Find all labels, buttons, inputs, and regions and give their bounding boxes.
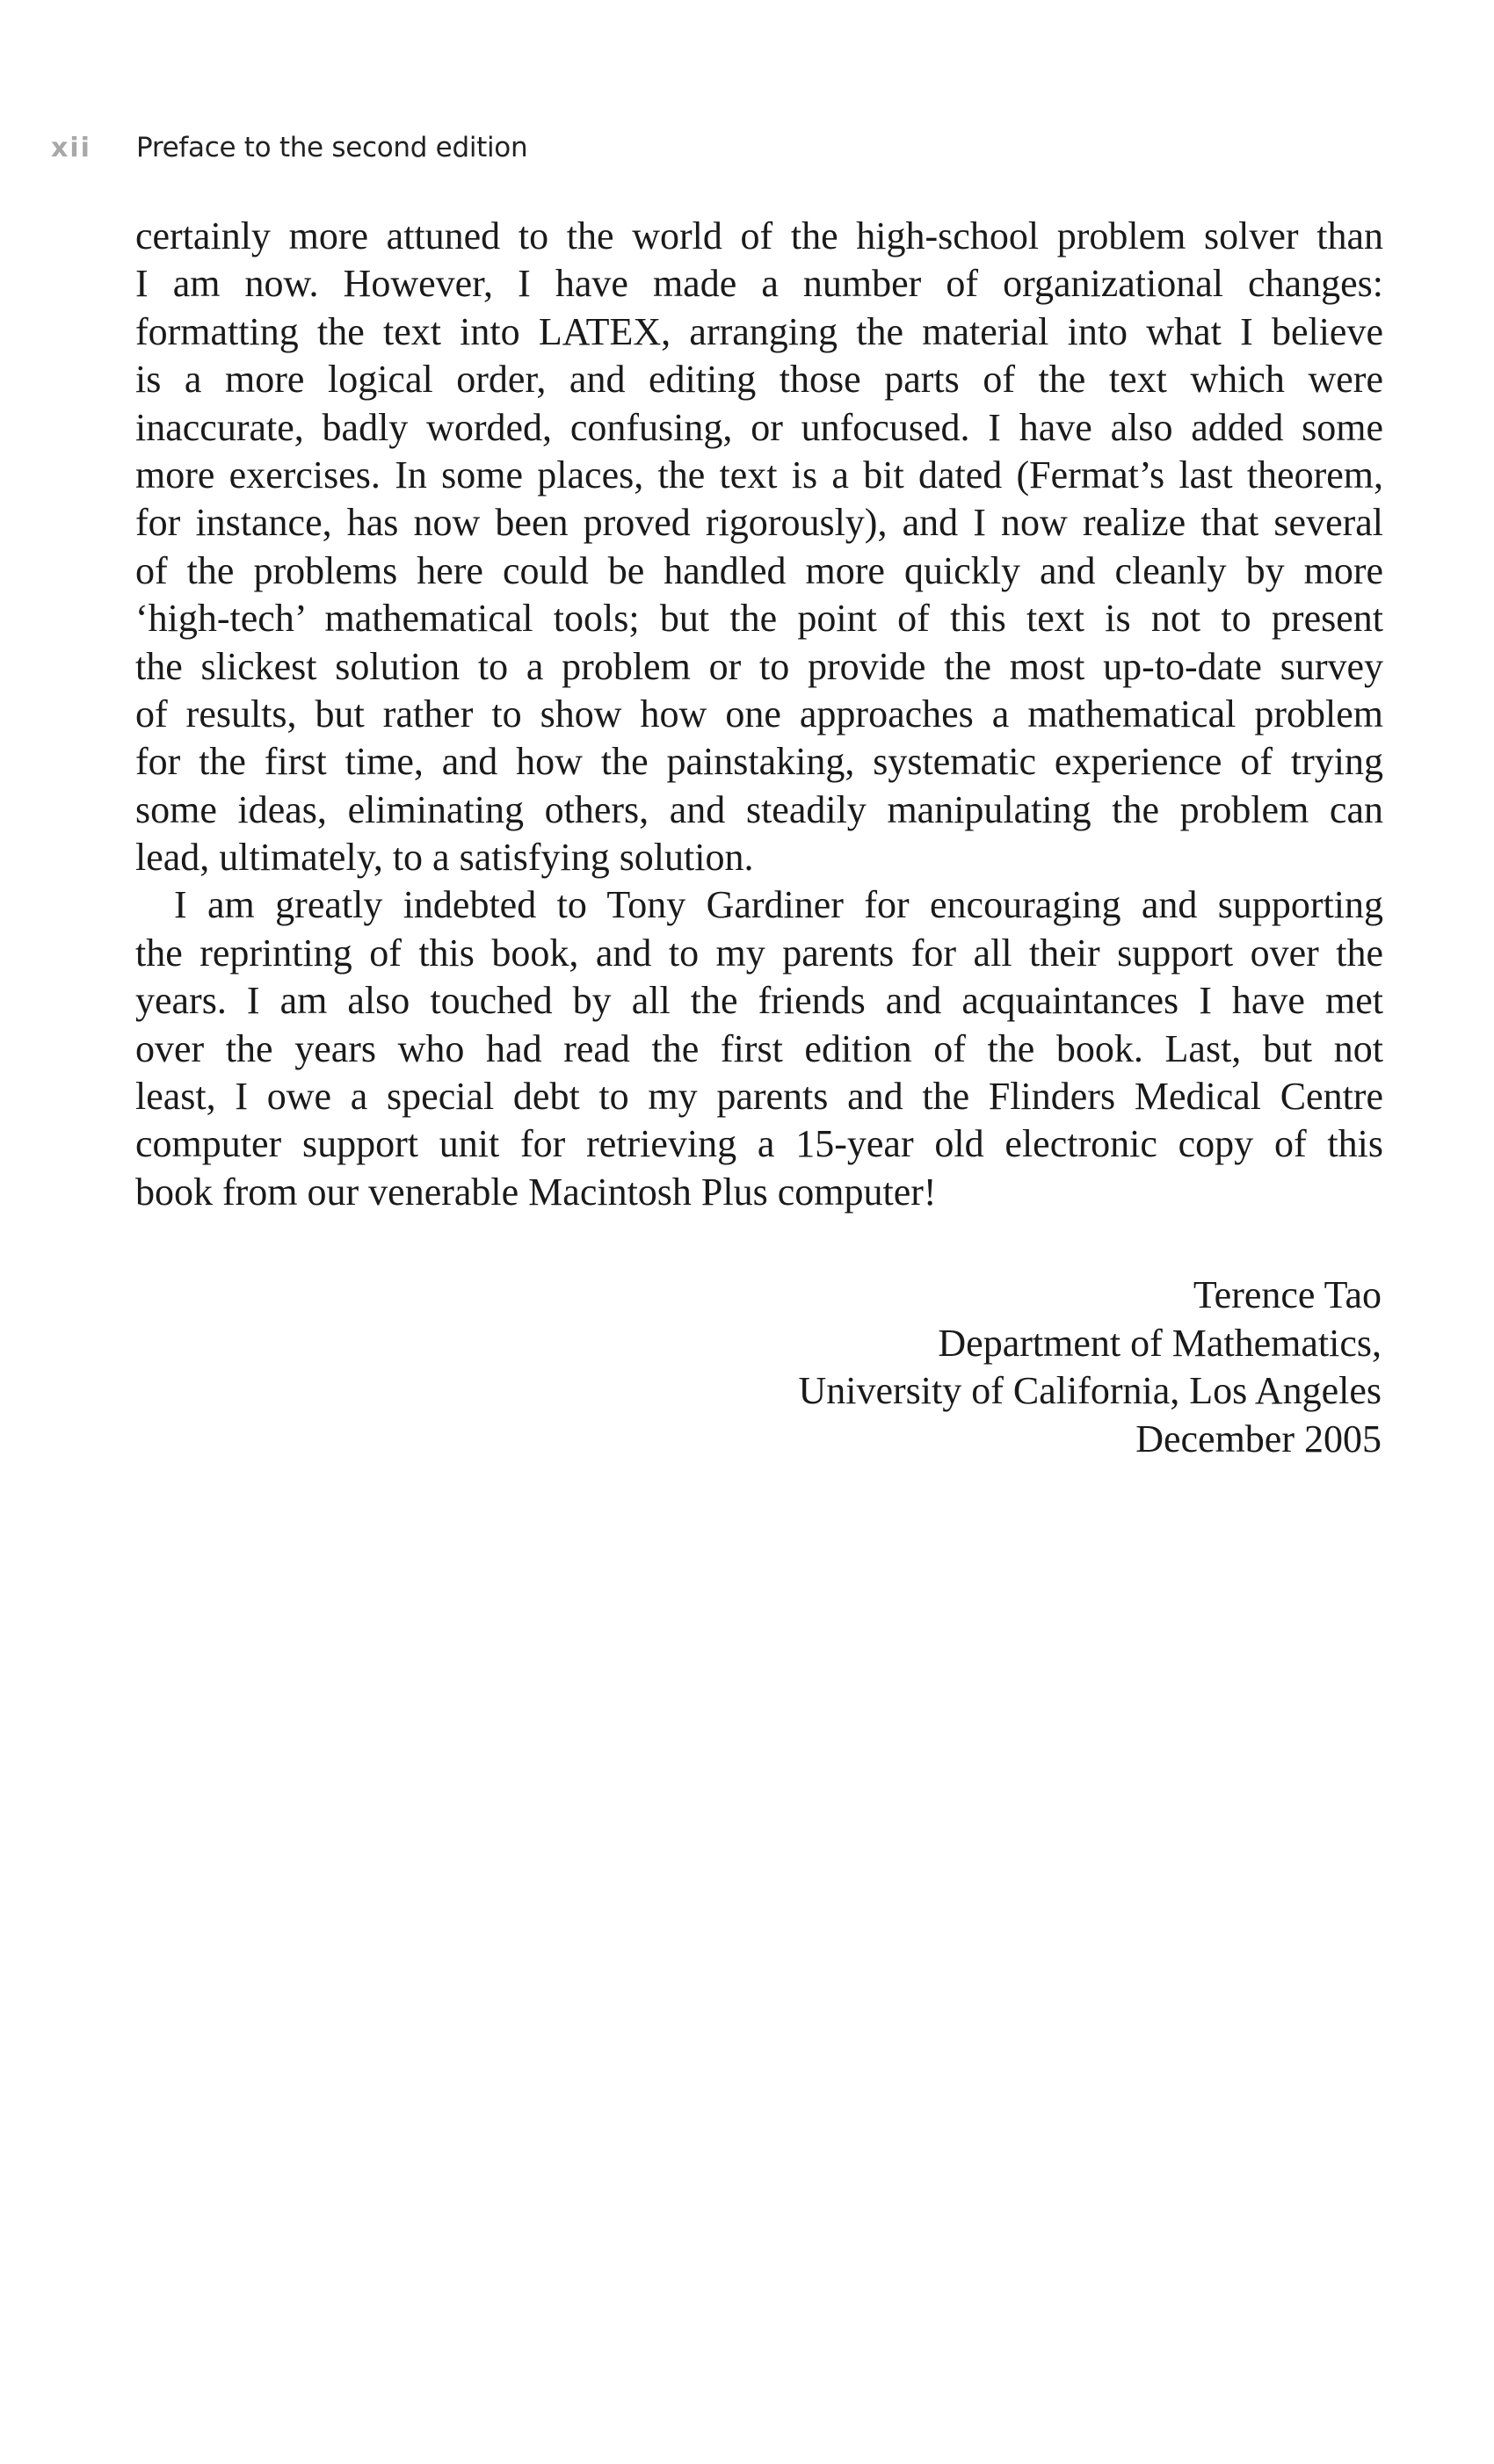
paragraph-1: [135, 213, 1383, 881]
text-line: I am greatly indebted to Tony Gardiner for encouraging and supporting: [174, 883, 1383, 927]
text-line: for instance, has now been proved rigorously), and I now realize that several: [135, 501, 1383, 545]
author-university: University of California, Los Angeles: [798, 1369, 1382, 1412]
page-number: xii: [51, 132, 91, 163]
author-department: Department of Mathematics,: [938, 1321, 1382, 1365]
body-text: [135, 213, 1383, 1216]
text-line: years. I am also touched by all the friends and acquaintances I have met: [135, 979, 1383, 1023]
text-line: lead, ultimately, to a satisfying solution.: [135, 836, 754, 880]
text-line: formatting the text into LATEX, arranging the material into what I believe: [135, 309, 1383, 353]
text-line: of results, but rather to show how one approaches a mathematical problem: [135, 692, 1383, 736]
text-line: ‘high-tech’ mathematical tools; but the point of this text is not to present: [135, 597, 1383, 641]
preface-date: December 2005: [1135, 1417, 1382, 1460]
text-line: over the years who had read the first edition of the book. Last, but not: [135, 1026, 1383, 1070]
text-line: for the first time, and how the painstaking, systematic experience of trying: [135, 740, 1383, 784]
text-line: is a more logical order, and editing those parts of the text which were: [135, 358, 1383, 402]
text-line: of the problems here could be handled more quickly and cleanly by more: [135, 548, 1383, 592]
text-line: I am now. However, I have made a number of organizational changes:: [135, 262, 1383, 306]
text-line: more exercises. In some places, the text is a bit dated (Fermat’s last theorem,: [135, 453, 1383, 496]
running-head-title: Preface to the second edition: [136, 132, 528, 163]
paragraph-2: [135, 881, 1383, 1216]
text-line: the slickest solution to a problem or to provide the most up-to-date survey: [135, 644, 1383, 688]
text-line: book from our venerable Macintosh Plus computer!: [135, 1170, 937, 1214]
text-line: computer support unit for retrieving a 15-year old electronic copy of this: [135, 1122, 1383, 1166]
text-line: some ideas, eliminating others, and steadily manipulating the problem can: [135, 787, 1383, 831]
text-line: the reprinting of this book, and to my parents for all their support over the: [135, 931, 1383, 975]
running-head: [51, 128, 527, 167]
signature-block: [798, 1272, 1382, 1463]
text-line: least, I owe a special debt to my parents and the Flinders Medical Centre: [135, 1075, 1383, 1119]
author-name: Terence Tao: [1193, 1273, 1382, 1316]
text-line: inaccurate, badly worded, confusing, or unfocused. I have also added some: [135, 405, 1383, 449]
text-line: certainly more attuned to the world of the high-school problem solver than: [135, 214, 1383, 257]
